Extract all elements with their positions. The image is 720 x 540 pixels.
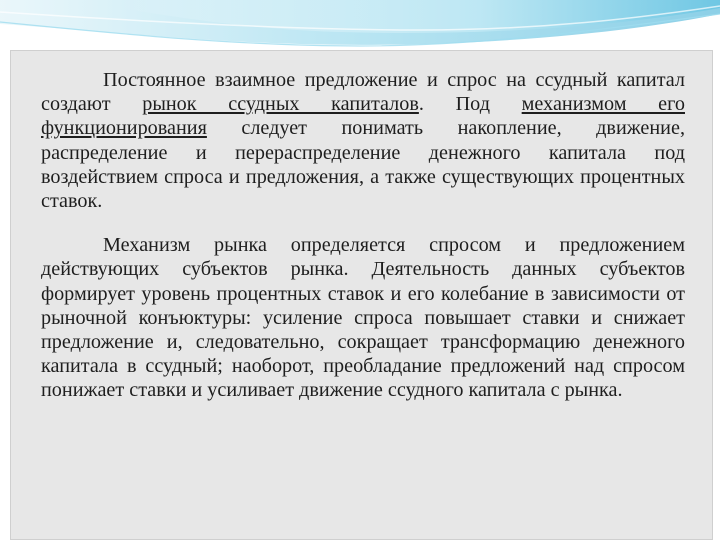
term-loan-capital-market: рынок ссудных капиталов [142, 93, 419, 116]
paragraph-1 [41, 68, 685, 213]
paragraph-1-part-2: . Под [418, 93, 522, 116]
paragraph-1-part-1: Постоянное взаимное предложение и спрос на ссудный капитал создают [41, 69, 685, 116]
paragraph-1-part-3: следует понимать накопление, движение, распределение и перераспределение денежного капитала под воздействием спроса и предложения, а также существующих процентных ставок. [41, 117, 685, 213]
term-functioning-mechanism: механизмом его функционирования [41, 93, 685, 140]
paragraph-2: Механизм рынка определяется спросом и предложением действующих субъектов рынка. Деятельность данных субъектов формирует уровень процентных ставок и его колебание в зависимости от рыночной конъюктуры: усиление спроса повышает ставки и снижает предложение и, следовательно, сокращает трансформацию денежного капитала в ссудный; наоборот, преобладание предложений над спросом понижает ставки и усиливает движение ссудного капитала с рынка. [41, 234, 685, 402]
body-text [41, 68, 685, 403]
